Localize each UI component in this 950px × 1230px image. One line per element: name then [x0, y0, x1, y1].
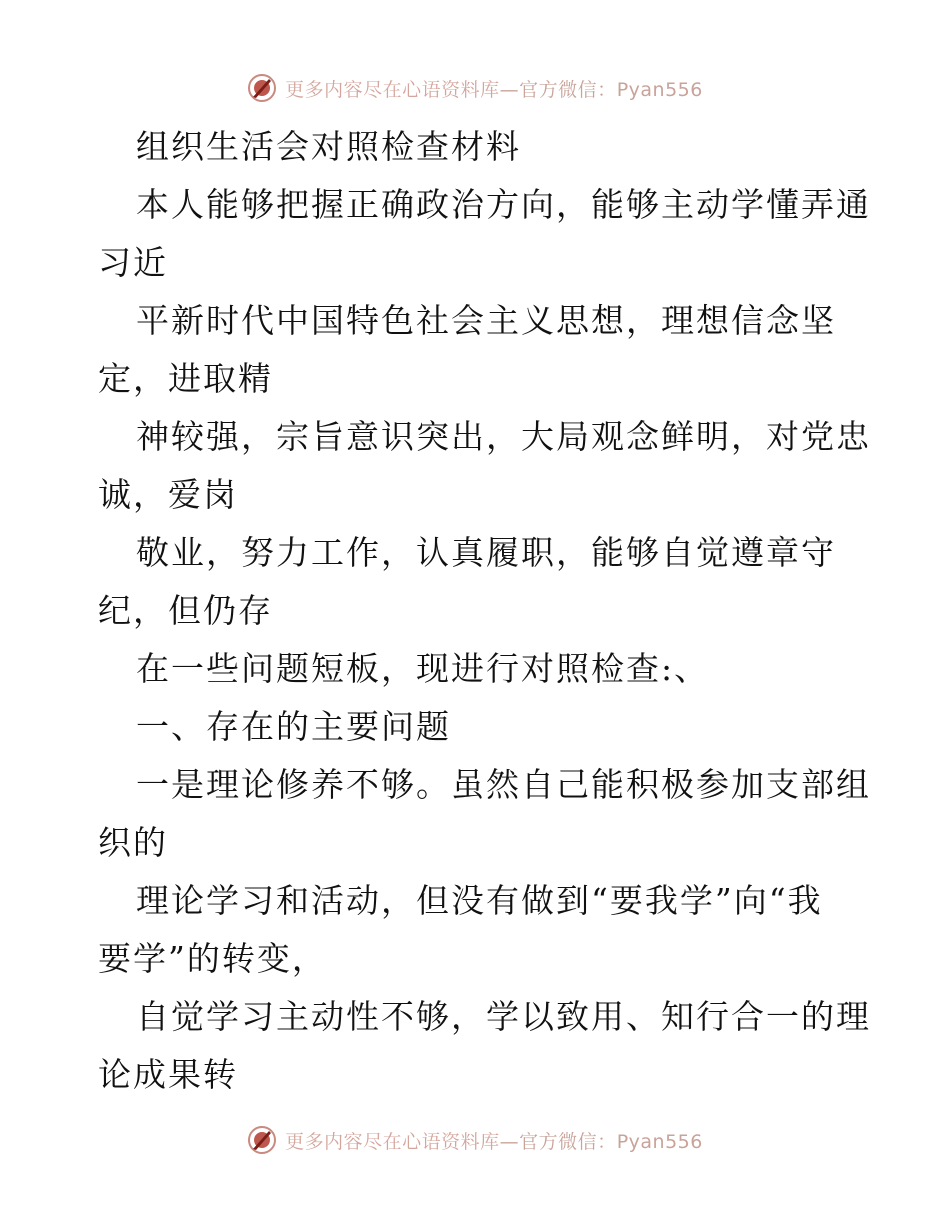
watermark-text: [285, 75, 703, 102]
watermark-separator: —: [499, 1130, 520, 1153]
watermark-separator: —: [499, 78, 520, 101]
paragraph-line: 本人能够把握正确政治方向，能够主动学懂弄通: [136, 185, 871, 224]
paragraph-line: 自觉学习主动性不够，学以致用、知行合一的理: [136, 997, 871, 1036]
watermark-site-text: 更多内容尽在心语资料库: [285, 1130, 500, 1153]
watermark-wechat-label: 官方微信：: [519, 1130, 617, 1153]
watermark-wechat-id: Pyan556: [616, 1130, 703, 1153]
paragraph-line: 诚，爱岗: [98, 475, 238, 514]
paragraph-line: 敬业，努力工作，认真履职，能够自觉遵章守: [136, 533, 836, 572]
paragraph-line: 定，进取精: [98, 359, 273, 398]
quill-seal-icon: [247, 1125, 277, 1155]
paragraph-line: 要学”的转变，: [98, 939, 327, 978]
paragraph-line: 习近: [98, 243, 168, 282]
paragraph-line: 论成果转: [98, 1055, 238, 1094]
document-title: 组织生活会对照检查材料: [136, 127, 521, 166]
section-heading: 一、存在的主要问题: [136, 707, 451, 746]
paragraph-line: 织的: [98, 823, 168, 862]
paragraph-line: 在一些问题短板，现进行对照检查:、: [136, 649, 710, 688]
paragraph-line: 平新时代中国特色社会主义思想，理想信念坚: [136, 301, 836, 340]
watermark-text: [285, 1127, 703, 1154]
paragraph-line: 纪，但仍存: [98, 591, 273, 630]
watermark-wechat-id: Pyan556: [616, 78, 703, 101]
paragraph-line: 一是理论修养不够。虽然自己能积极参加支部组: [136, 765, 871, 804]
paragraph-line: 理论学习和活动，但没有做到“要我学”向“我: [136, 881, 823, 920]
watermark-wechat-label: 官方微信：: [519, 78, 617, 101]
footer-watermark: [0, 1120, 950, 1160]
paragraph-line: 神较强，宗旨意识突出，大局观念鲜明，对党忠: [136, 417, 871, 456]
header-watermark: [0, 68, 950, 108]
quill-seal-icon: [247, 73, 277, 103]
watermark-site-text: 更多内容尽在心语资料库: [285, 78, 500, 101]
